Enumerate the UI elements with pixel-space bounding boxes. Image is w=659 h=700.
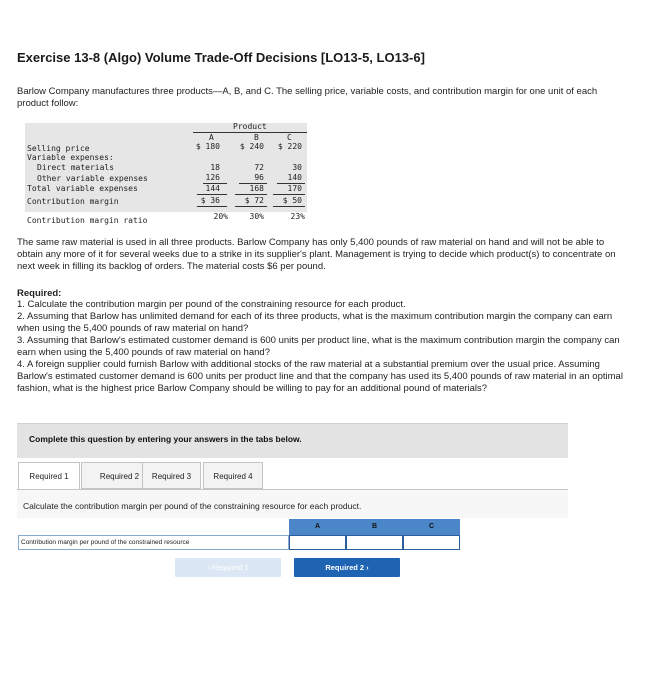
contribution-margin-b: $ 72 bbox=[244, 196, 264, 205]
rule2-c bbox=[273, 194, 305, 195]
row-label-contribution-margin: Contribution margin bbox=[27, 197, 119, 206]
rule3-c bbox=[273, 206, 305, 207]
cm-ratio-a: 20% bbox=[213, 212, 228, 221]
col-header-a: A bbox=[209, 133, 214, 142]
cm-ratio-b: 30% bbox=[249, 212, 264, 221]
other-variable-c: 140 bbox=[287, 173, 302, 182]
contribution-margin-c: $ 50 bbox=[282, 196, 302, 205]
other-variable-a: 126 bbox=[205, 173, 220, 182]
answer-header-blank bbox=[18, 519, 289, 535]
intro-text: Barlow Company manufactures three products—A, B, and C. The selling price, variable costs, and contribution margin for one unit of each product follow: bbox=[17, 86, 598, 109]
tab-required-1[interactable]: Required 1 bbox=[18, 462, 80, 491]
answer-input-c[interactable] bbox=[403, 535, 460, 550]
instructions-banner bbox=[17, 423, 568, 458]
tab-required-4[interactable]: Required 4 bbox=[203, 462, 263, 489]
other-variable-b: 96 bbox=[254, 173, 264, 182]
tab-required-2[interactable]: Required 2 bbox=[81, 462, 158, 489]
direct-materials-a: 18 bbox=[210, 163, 220, 172]
selling-price-c: $ 220 bbox=[277, 142, 302, 151]
row-label-selling-price: Selling price bbox=[27, 144, 90, 153]
row-label-cm-ratio: Contribution margin ratio bbox=[27, 216, 148, 225]
scenario-text: The same raw material is used in all three products. Barlow Company has only 5,400 pounds of raw material on hand and will not be able to obtain any more of it for several weeks due to a strike in its supplier's plant. Management is trying to decide which product(s) to concentrate on next week in filling its backlog of orders. The material costs $6 per pound. bbox=[17, 237, 616, 272]
next-required-button[interactable]: Required 2 › bbox=[294, 558, 400, 577]
selling-price-b: $ 240 bbox=[239, 142, 264, 151]
required-item-4: 4. A foreign supplier could furnish Barlow with additional stocks of the raw material at a substantial premium over the usual price. Assuming Barlow's estimated customer demand is 600 units per product line and that the company has used its 5,400 pounds of raw material in an optimal fashion, what is the highest price Barlow Company should be willing to pay for an additional pound of materials? bbox=[17, 359, 623, 394]
required-item-2: 2. Assuming that Barlow has unlimited demand for each of its three products, what is the maximum contribution margin the company can earn when using the 5,400 pounds of raw material on hand? bbox=[17, 311, 613, 334]
direct-materials-b: 72 bbox=[254, 163, 264, 172]
answer-input-b[interactable] bbox=[346, 535, 403, 550]
answer-col-c: C bbox=[428, 523, 435, 530]
total-variable-b: 168 bbox=[249, 184, 264, 193]
answer-col-b: B bbox=[371, 523, 378, 530]
row-label-variable-expenses: Variable expenses: bbox=[27, 153, 114, 162]
tab-required-3[interactable]: Required 3 bbox=[142, 462, 201, 489]
total-variable-a: 144 bbox=[205, 184, 220, 193]
exercise-title: Exercise 13-8 (Algo) Volume Trade-Off Decisions [LO13-5, LO13-6] bbox=[17, 50, 425, 65]
direct-materials-c: 30 bbox=[292, 163, 302, 172]
required-heading: Required: bbox=[17, 288, 62, 299]
required-list bbox=[17, 299, 629, 395]
answer-input-a[interactable] bbox=[289, 535, 346, 550]
rule3-b bbox=[235, 206, 267, 207]
prev-required-button[interactable]: ‹ Required 1 bbox=[175, 558, 281, 577]
instruction-text: Calculate the contribution margin per pound of the constraining resource for each product. bbox=[23, 501, 362, 511]
required-item-1: 1. Calculate the contribution margin per pound of the constraining resource for each product. bbox=[17, 299, 406, 310]
row-label-direct-materials: Direct materials bbox=[37, 163, 115, 172]
question-panel bbox=[17, 489, 568, 518]
banner-text: Complete this question by entering your answers in the tabs below. bbox=[29, 434, 302, 444]
total-variable-c: 170 bbox=[287, 184, 302, 193]
required-item-3: 3. Assuming that Barlow's estimated customer demand is 600 units per product line, what is the maximum contribution margin the company can earn when using the 5,400 pounds of raw material on hand? bbox=[17, 335, 620, 358]
answer-row-label: Contribution margin per pound of the constrained resource bbox=[18, 535, 289, 550]
col-header-b: B bbox=[254, 133, 259, 142]
col-header-c: C bbox=[287, 133, 292, 142]
answer-col-a: A bbox=[314, 523, 321, 530]
row-label-total-variable: Total variable expenses bbox=[27, 184, 138, 193]
contribution-margin-a: $ 36 bbox=[200, 196, 220, 205]
cm-ratio-c: 23% bbox=[290, 212, 305, 221]
selling-price-a: $ 180 bbox=[195, 142, 220, 151]
product-data-table bbox=[25, 122, 315, 228]
row-label-other-variable: Other variable expenses bbox=[37, 174, 148, 183]
rule3-a bbox=[197, 206, 227, 207]
product-group-header: Product bbox=[233, 122, 267, 131]
rule2-a bbox=[197, 194, 227, 195]
rule2-b bbox=[235, 194, 267, 195]
